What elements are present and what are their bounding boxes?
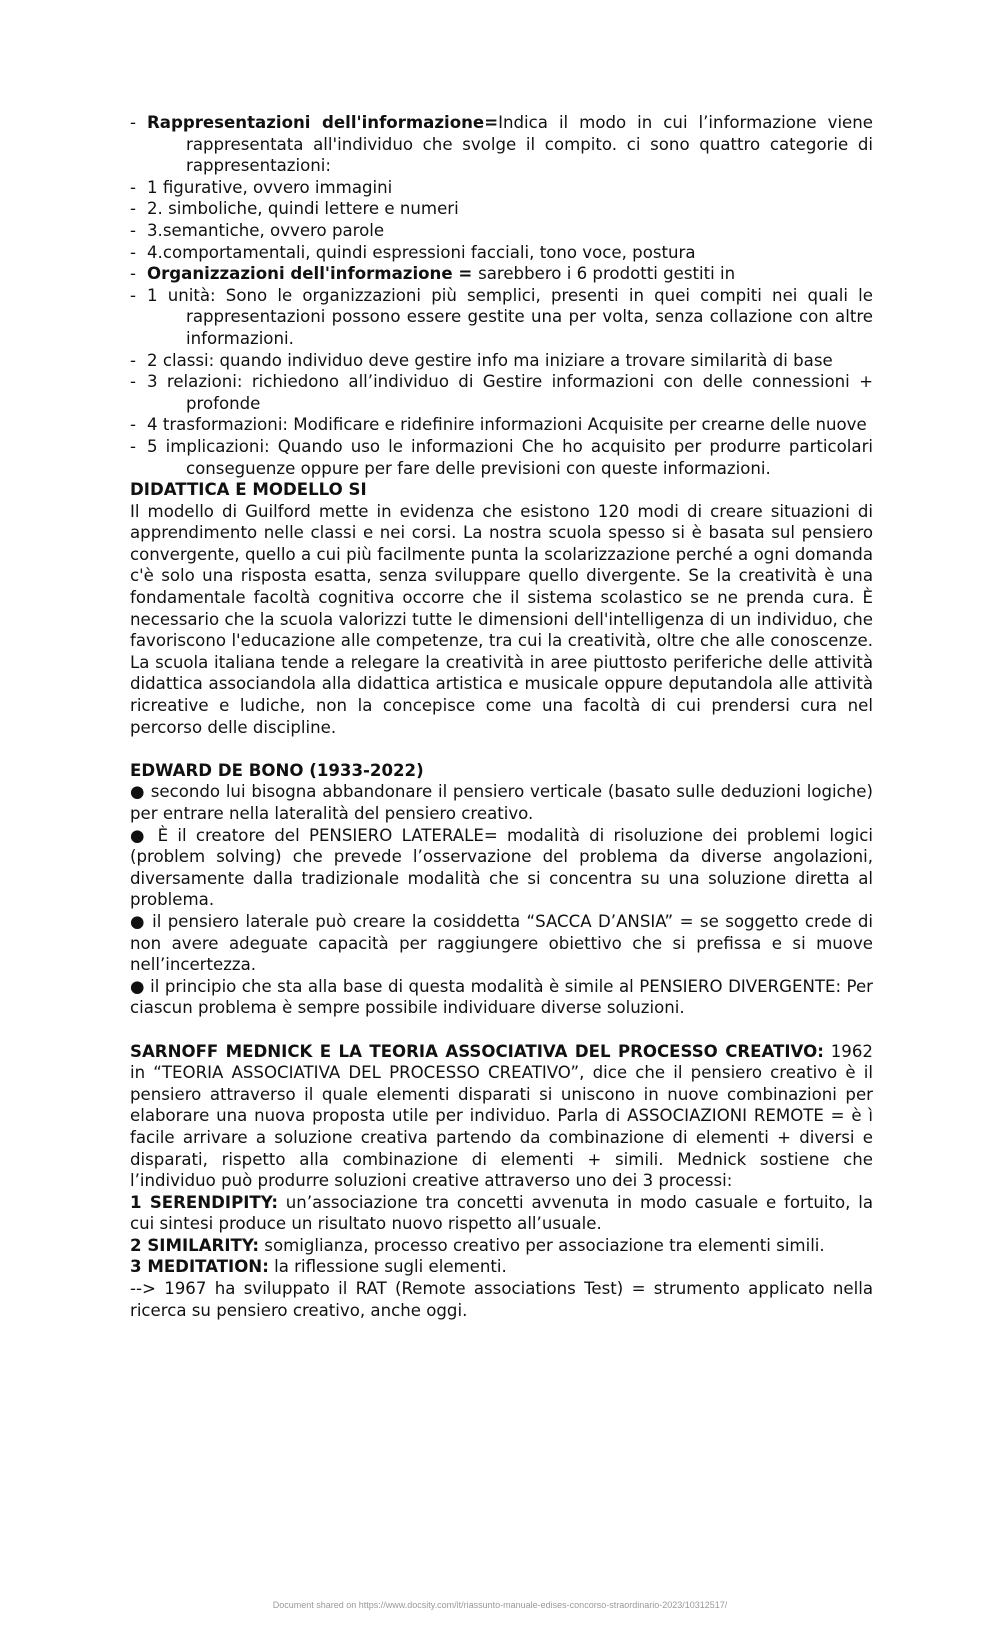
paragraph: 1962 in “TEORIA ASSOCIATIVA DEL PROCESSO CREATIVO”, dice che il pensiero creativo è il pensiero attraverso il quale elementi disparati si uniscono in nuove combinazioni per elaborare una nuova proposta utile per individuo. Parla di ASSOCIAZIONI REMOTE = è ì facile arrivare a soluzione creativa partendo da combinazione di elementi + diversi e disparati, rispetto alla combinazione di elementi + simili. Mednick sostiene che l’individuo può produrre soluzioni creative attraverso uno dei 3 processi: <box>130 1041 873 1191</box>
list-item-text: 1 figurative, ovvero immagini <box>147 177 393 197</box>
section-heading: EDWARD DE BONO (1933-2022) <box>130 760 424 780</box>
paragraph: Il modello di Guilford mette in evidenza che esistono 120 modi di creare situazioni di apprendimento nelle classi e nei corsi. La nostra scuola spesso si è basata sul pensiero convergente, quello a cui più facilmente punta la scolarizzazione perché a ogni domanda c'è solo una risposta esatta, senza sviluppare quello divergente. Se la creatività è una fondamentale facoltà cognitiva occorre che il sistema scolastico se ne prenda cura. È necessario che la scuola valorizzi tutte le dimensioni dell'intelligenza di un individuo, che favoriscono l'educazione alle competenze, tra cui la creatività, oltre che alle conoscenze. La scuola italiana tende a relegare la creatività in aree piuttosto periferiche delle attività didattica associandola alla didattica artistica e musicale oppure deputandola alle attività ricreative e ludiche, non la concepisce come una facoltà di cui prendersi cura nel percorso delle discipline. <box>130 501 873 737</box>
didattica-section <box>130 479 873 501</box>
spacer <box>130 1019 873 1041</box>
list-item <box>130 198 873 220</box>
list-item-text: 4 trasformazioni: Modificare e ridefinire informazioni Acquisite per crearne delle nuove <box>147 415 867 435</box>
bullet-point: ● secondo lui bisogna abbandonare il pensiero verticale (basato sulle deduzioni logiche) per entrare nella lateralità del pensiero creativo. <box>130 782 873 823</box>
process-label: 1 SERENDIPITY: <box>130 1192 278 1212</box>
dash-bullet: - <box>130 220 136 240</box>
section-heading: SARNOFF MEDNICK E LA TEORIA ASSOCIATIVA DEL PROCESSO CREATIVO: <box>130 1041 824 1061</box>
process-item: 3 MEDITATION: la riflessione sugli elementi. <box>130 1257 507 1277</box>
process-item: 1 SERENDIPITY: un’associazione tra concetti avvenuta in modo casuale e fortuito, la cui sintesi produce un risultato nuovo rispetto all’usuale. <box>130 1192 874 1234</box>
circle-bullet-icon: ● <box>130 825 149 845</box>
list-item <box>130 112 873 177</box>
dash-bullet: - <box>130 113 136 132</box>
list-item-text: 5 implicazioni: Quando uso le informazioni Che ho acquisito per produrre particolari conseguenze oppure per fare delle previsioni con queste informazioni. <box>147 436 873 478</box>
process-label: 2 SIMILARITY: <box>130 1235 260 1255</box>
list-item-text: 2 classi: quando individuo deve gestire info ma iniziare a trovare similarità di base <box>147 350 833 370</box>
list-item <box>130 436 873 479</box>
debono-section <box>130 760 873 782</box>
list-item <box>130 220 873 242</box>
dash-bullet: - <box>130 264 136 284</box>
circle-bullet-icon: ● <box>130 911 146 931</box>
document-body <box>130 112 873 1321</box>
list-item-text: 3 relazioni: richiedono all’individuo di Gestire informazioni con delle connessioni + profonde <box>147 372 873 413</box>
circle-bullet-icon: ● <box>130 976 145 996</box>
dash-bullet: - <box>130 242 136 262</box>
list-item-text: 4.comportamentali, quindi espressioni facciali, tono voce, postura <box>147 242 696 262</box>
list-item <box>130 242 873 264</box>
list-item-term: Organizzazioni dell'informazione = <box>147 264 479 284</box>
dash-bullet: - <box>130 177 136 197</box>
list-item-text: 2. simboliche, quindi lettere e numeri <box>147 199 459 219</box>
dash-bullet: - <box>130 436 136 456</box>
list-item-term: Rappresentazioni dell'informazione= <box>147 113 499 132</box>
process-label: 3 MEDITATION: <box>130 1257 269 1277</box>
list-item-text: sarebbero i 6 prodotti gestiti in <box>478 264 736 284</box>
bullet-point: ● il principio che sta alla base di questa modalità è simile al PENSIERO DIVERGENTE: Per ciascun problema è sempre possibile individuare diverse soluzioni. <box>130 976 873 1018</box>
spacer <box>130 738 873 760</box>
dash-bullet: - <box>130 415 136 435</box>
footer-source: Document shared on https://www.docsity.com/it/riassunto-manuale-edises-concorso-straordinario-2023/10312517/ <box>272 1600 728 1610</box>
dash-bullet: - <box>130 350 136 370</box>
bullet-point: ● È il creatore del PENSIERO LATERALE= modalità di risoluzione dei problemi logici (problem solving) che prevede l’osservazione del problema da diverse angolazioni, diversamente dalla tradizionale modalità che si concentra su una soluzione diretta al problema. <box>130 825 873 910</box>
circle-bullet-icon: ● <box>130 782 145 802</box>
list-item-text: Indica il modo in cui l’informazione viene rappresentata all'individuo che svolge il compito. ci sono quattro categorie di rappresentazioni: <box>186 113 873 176</box>
process-item: 2 SIMILARITY: somiglianza, processo creativo per associazione tra elementi simili. <box>130 1235 825 1255</box>
list-item <box>130 371 873 414</box>
list-item-text: 1 unità: Sono le organizzazioni più semplici, presenti in quei compiti nei quali le rappresentazioni possono essere gestite una per volta, senza collazione con altre informazioni. <box>147 285 873 348</box>
rat-note: --> 1967 ha sviluppato il RAT (Remote associations Test) = strumento applicato nella ricerca su pensiero creativo, anche oggi. <box>130 1279 873 1320</box>
section-heading: DIDATTICA E MODELLO SI <box>130 480 367 500</box>
dash-bullet: - <box>130 372 136 392</box>
list-item <box>130 414 873 436</box>
list-item <box>130 177 873 199</box>
list-item <box>130 263 873 285</box>
dash-bullet: - <box>130 199 136 219</box>
list-item-text: 3.semantiche, ovvero parole <box>147 220 385 240</box>
mednick-section <box>130 1041 873 1192</box>
bullet-point: ● il pensiero laterale può creare la cosiddetta “SACCA D’ANSIA” = se soggetto crede di non avere adeguate capacità per raggiungere obiettivo che si prefissa e si muove nell’incertezza. <box>130 911 873 975</box>
dash-bullet: - <box>130 285 136 305</box>
list-item <box>130 285 873 350</box>
list-item <box>130 350 873 372</box>
